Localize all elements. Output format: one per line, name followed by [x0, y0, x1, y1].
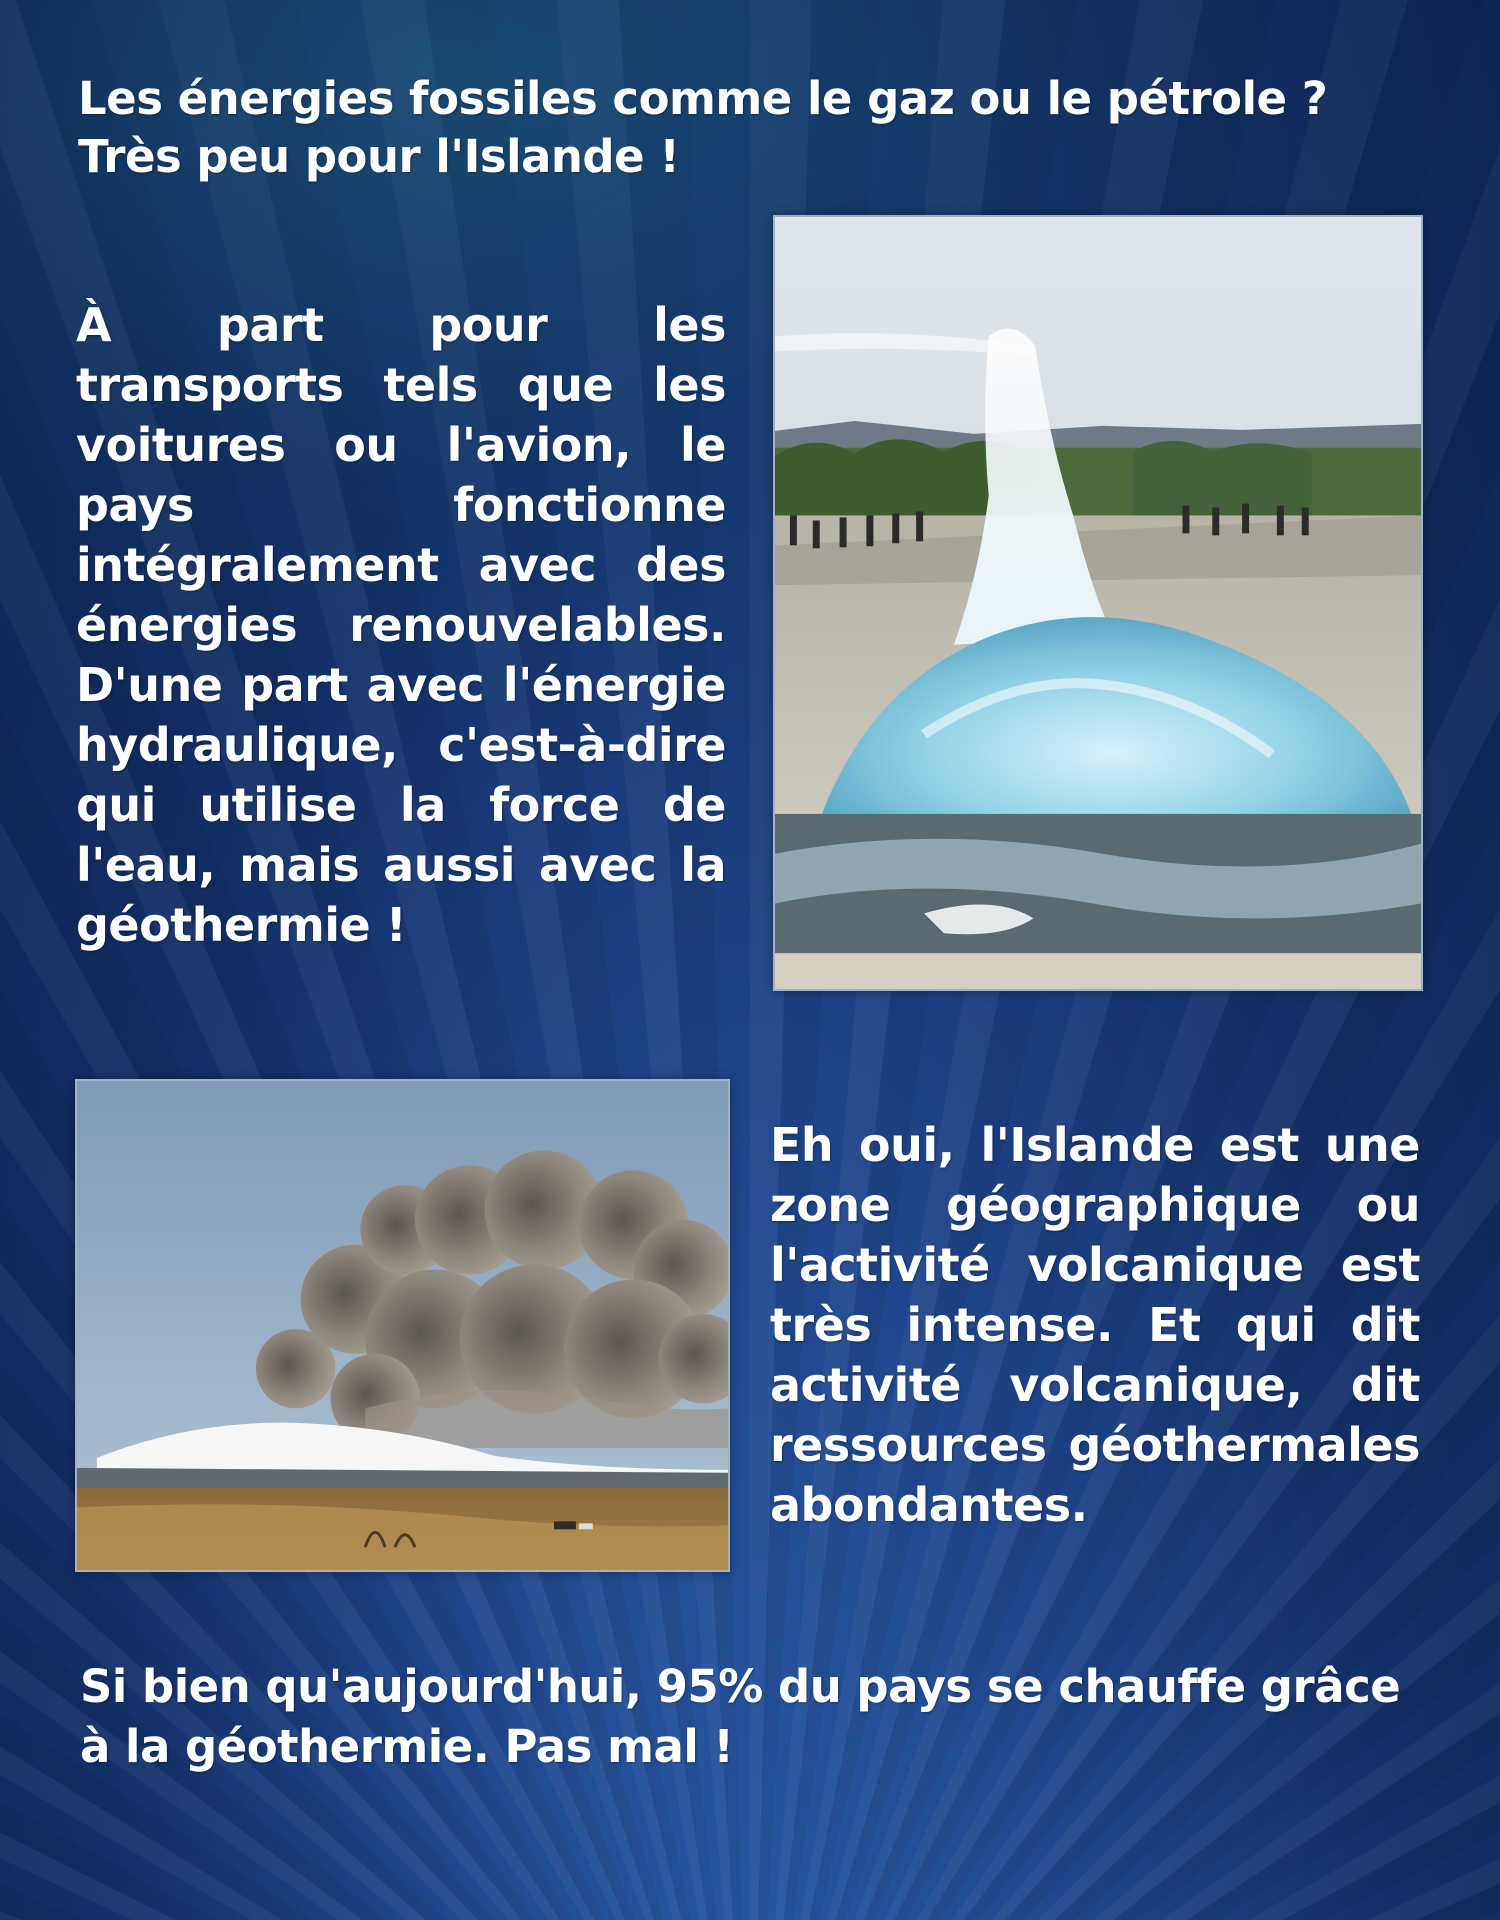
volcanic-activity-paragraph: Eh oui, l'Islande est une zone géographique ou l'activité volcanique est très intense. Et qui dit activité volcanique, dit ressources géothermales abondantes. — [770, 1118, 1420, 1532]
intro-heading: Les énergies fossiles comme le gaz ou le pétrole ? Très peu pour l'Islande ! — [78, 72, 1328, 183]
geyser-photo — [773, 215, 1423, 991]
volcano-photo — [75, 1079, 730, 1572]
conclusion-text: Si bien qu'aujourd'hui, 95% du pays se chauffe grâce à la géothermie. Pas mal ! — [80, 1660, 1401, 1773]
renewables-paragraph: À part pour les transports tels que les voitures ou l'avion, le pays fonctionne intégralement avec des énergies renouvelables. D'une part avec l'énergie hydraulique, c'est-à-dire qui utilise la force de l'eau, mais aussi avec la géothermie ! — [76, 298, 726, 952]
geyser-illustration — [775, 217, 1421, 989]
volcano-eruption-illustration — [77, 1081, 728, 1570]
